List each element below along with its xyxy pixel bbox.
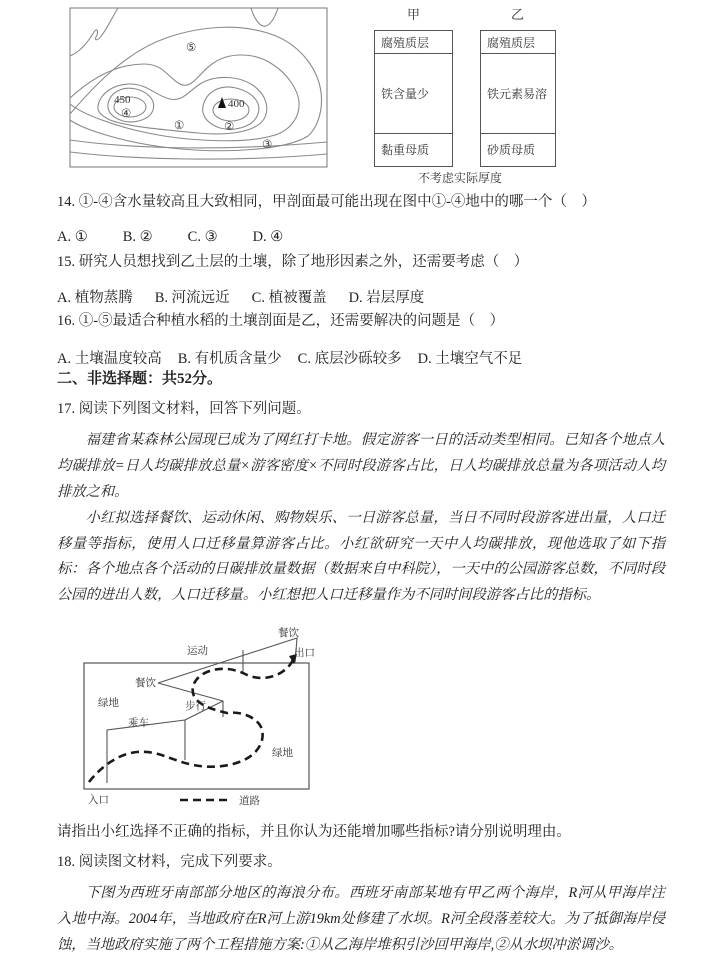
question-14-stem: 14. ①-④含水量较高且大致相同，甲剖面最可能出现在图中①-④地中的哪一个（ ） — [57, 194, 596, 210]
park-label-green-left: 绿地 — [98, 698, 119, 709]
soil-layer-low-iron: 铁含量少 — [375, 54, 452, 134]
section-2-heading: 二、非选择题：共52分。 — [57, 371, 223, 387]
park-label-dining-top: 餐饮 — [278, 628, 299, 639]
contour-line — [251, 8, 278, 26]
park-label-ride: 乘车 — [128, 718, 149, 729]
contour-map-frame — [70, 8, 327, 167]
soil-layer-humus: 腐殖质层 — [481, 31, 555, 54]
soil-column-jia — [374, 30, 453, 167]
contour-map-figure — [66, 4, 330, 170]
option-16-a: A. 土壤温度较高 — [57, 351, 162, 367]
question-15-stem: 15. 研究人员想找到乙土层的土壤，除了地形因素之外，还需要考虑（ ） — [57, 254, 529, 270]
soil-column-jia-title: 甲 — [407, 7, 421, 22]
park-label-sports: 运动 — [187, 646, 208, 657]
map-point-3: ③ — [262, 139, 273, 151]
option-16-d: D. 土壤空气不足 — [417, 351, 523, 367]
soil-diagram-caption: 不考虑实际厚度 — [417, 171, 502, 185]
question-15-options — [57, 286, 424, 307]
map-point-5: ⑤ — [186, 42, 197, 54]
option-14-c: C. ③ — [187, 229, 218, 245]
question-17-task: 请指出小红选择不正确的指标，并且你认为还能增加哪些指标?请分别说明理由。 — [57, 824, 571, 840]
question-17-material-2: 小红拟选择餐饮、运动休闲、购物娱乐、一日游客总量，当日不同时段游客进出量，人口迁移量等指标，使用人口迁移量算游客占比。小红欲研究一天中人均碳排放，现他选取了如下指标：各个地点各个活动的日碳排放量数据（数据来自中科院），一天中的公园游客总数，不同时段公园的进出人数，人口迁移量。小红想把人口迁移量作为不同时间段游客占比的指标。 — [57, 510, 665, 603]
option-15-b: B. 河流远近 — [154, 290, 230, 306]
question-18-intro: 18. 阅读图文材料，完成下列要求。 — [57, 854, 282, 870]
soil-column-yi — [480, 30, 556, 167]
park-label-walk: 步行 — [185, 701, 206, 712]
question-17-material-1: 福建省某森林公园现已成为了网红打卡地。假定游客一日的活动类型相同。已知各个地点人均碳排放=日人均碳排放总量×游客密度×不同时段游客占比，日人均碳排放总量为各项活动人均排放之和。 — [57, 432, 665, 500]
question-18-material: 下图为西班牙南部部分地区的海浪分布。西班牙南部某地有甲乙两个海岸，R河从甲海岸注入地中海。2004年，当地政府在R河上游19km处修建了水坝。R河全段落差较大。为了抵御海岸侵蚀，当地政府实施了两个工程措施方案:①从乙海岸堆积引沙回甲海岸,②从水坝冲淤调沙。 — [57, 885, 665, 953]
question-16-stem: 16. ①-⑤最适合种植水稻的土壤剖面是乙，还需要解决的问题是（ ） — [57, 313, 505, 329]
soil-layer-sandy-parent: 砂质母质 — [487, 142, 536, 157]
option-16-b: B. 有机质含量少 — [177, 351, 282, 367]
park-label-entrance: 入口 — [88, 795, 109, 806]
option-16-c: C. 底层沙砾较多 — [297, 351, 402, 367]
park-path-sports — [158, 638, 297, 683]
peak-triangle-marker — [218, 97, 226, 108]
option-15-a: A. 植物蒸腾 — [57, 290, 133, 306]
map-point-2: ② — [224, 121, 235, 133]
legend-road-label: 道路 — [239, 796, 260, 807]
soil-layer-soluble-iron: 铁元素易溶 — [481, 54, 555, 134]
soil-layer-clay-parent: 黏重母质 — [381, 142, 430, 157]
map-point-1: ① — [174, 120, 185, 132]
option-15-c: C. 植被覆盖 — [251, 290, 327, 306]
park-map-figure — [75, 620, 325, 815]
question-14-options — [57, 229, 283, 246]
contour-line — [70, 8, 118, 56]
option-15-d: D. 岩层厚度 — [348, 290, 425, 306]
soil-column-yi-title: 乙 — [511, 7, 525, 22]
contour-line — [70, 152, 327, 159]
park-label-exit: 出口 — [294, 648, 315, 659]
park-map-frame — [84, 663, 309, 789]
question-17-intro: 17. 阅读下列图文材料，回答下列问题。 — [57, 401, 311, 417]
option-14-b: B. ② — [122, 229, 153, 245]
option-14-d: D. ④ — [252, 229, 284, 245]
park-label-green-right: 绿地 — [272, 748, 293, 759]
elevation-label-400: 400 — [228, 98, 245, 110]
elevation-label-450: 450 — [114, 94, 131, 106]
park-label-dining-left: 餐饮 — [135, 678, 156, 689]
question-16-options — [57, 347, 522, 368]
option-14-a: A. ① — [57, 229, 88, 245]
soil-profile-figure — [368, 2, 568, 188]
map-point-4: ④ — [121, 108, 132, 120]
soil-layer-humus: 腐殖质层 — [375, 31, 452, 54]
park-road-dashed — [89, 659, 293, 782]
